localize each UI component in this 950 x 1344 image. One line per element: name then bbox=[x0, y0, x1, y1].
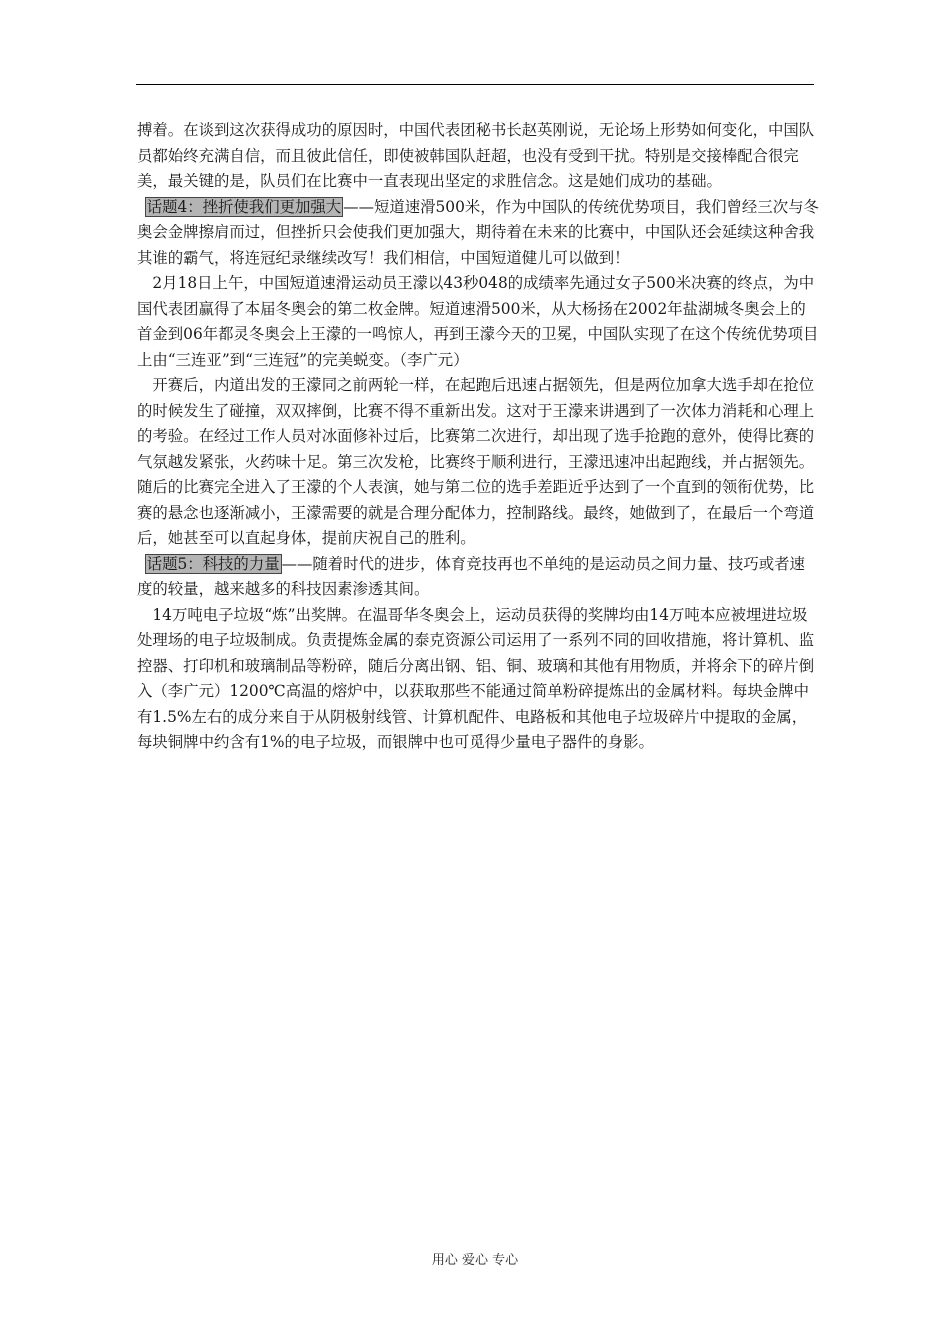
paragraph-text: ——随着时代的进步，体育竞技再也不单纯的是运动员之间力量、技巧或者速度的较量，越来越多的科技因素渗透其间。 bbox=[137, 554, 805, 598]
document-body bbox=[137, 118, 819, 756]
paragraph-text: ——短道速滑500米，作为中国队的传统优势项目，我们曾经三次与冬奥会金牌擦肩而过，但挫折只会使我们更加强大，期待着在未来的比赛中，中国队还会延续这种舍我其谁的霸气，将连冠纪录继续改写！我们相信，中国短道健儿可以做到！ bbox=[137, 197, 819, 267]
page-footer: 用心 爱心 专心 bbox=[431, 1253, 519, 1268]
header-rule bbox=[136, 84, 814, 85]
topic-tag: 话题4：挫折使我们更加强大 bbox=[146, 197, 342, 216]
topic-tag: 话题5：科技的力量 bbox=[146, 554, 280, 573]
paragraph: 2月18日上午，中国短道速滑运动员王濛以43秒048的成绩率先通过女子500米决赛的终点，为中国代表团赢得了本届冬奥会的第二枚金牌。短道速滑500米，从大杨扬在2002年盐湖城冬奥会上的首金到06年都灵冬奥会上王濛的一鸣惊人，再到王濛今天的卫冕，中国队实现了在这个传统优势项目上由“三连亚”到“三连冠”的完美蜕变。（李广元） bbox=[137, 274, 819, 369]
paragraph: 搏着。在谈到这次获得成功的原因时，中国代表团秘书长赵英刚说，无论场上形势如何变化，中国队员都始终充满自信，而且彼此信任，即使被韩国队赶超，也没有受到干扰。特别是交接棒配合很完美，最关键的是，队员们在比赛中一直表现出坚定的求胜信念。这是她们成功的基础。 bbox=[137, 121, 815, 190]
paragraph-topic-4 bbox=[137, 195, 819, 272]
paragraph: 14万吨电子垃圾“炼”出奖牌。在温哥华冬奥会上，运动员获得的奖牌均由14万吨本应被埋进垃圾处理场的电子垃圾制成。负责提炼金属的泰克资源公司运用了一系列不同的回收措施，将计算机、监控器、打印机和玻璃制品等粉碎，随后分离出钢、铝、铜、玻璃和其他有用物质，并将余下的碎片倒入（李广元）1200℃高温的熔炉中，以获取那些不能通过简单粉碎提炼出的金属材料。每块金牌中有1.5%左右的成分来自于从阴极射线管、计算机配件、电路板和其他电子垃圾碎片中提取的金属，每块铜牌中约含有1%的电子垃圾，而银牌中也可觅得少量电子器件的身影。 bbox=[137, 605, 815, 751]
paragraph: 开赛后，内道出发的王濛同之前两轮一样，在起跑后迅速占据领先，但是两位加拿大选手却在抢位的时候发生了碰撞，双双摔倒，比赛不得不重新出发。这对于王濛来讲遇到了一次体力消耗和心理上的考验。在经过工作人员对冰面修补过后，比赛第二次进行，却出现了选手抢跑的意外，使得比赛的气氛越发紧张，火药味十足。第三次发枪，比赛终于顺利进行，王濛迅速冲出起跑线，并占据领先。随后的比赛完全进入了王濛的个人表演，她与第二位的选手差距近乎达到了一个直到的领衔优势，比赛的悬念也逐渐减小，王濛需要的就是合理分配体力，控制路线。最终，她做到了，在最后一个弯道后，她甚至可以直起身体，提前庆祝自己的胜利。 bbox=[137, 376, 815, 547]
paragraph-topic-5 bbox=[137, 552, 819, 603]
